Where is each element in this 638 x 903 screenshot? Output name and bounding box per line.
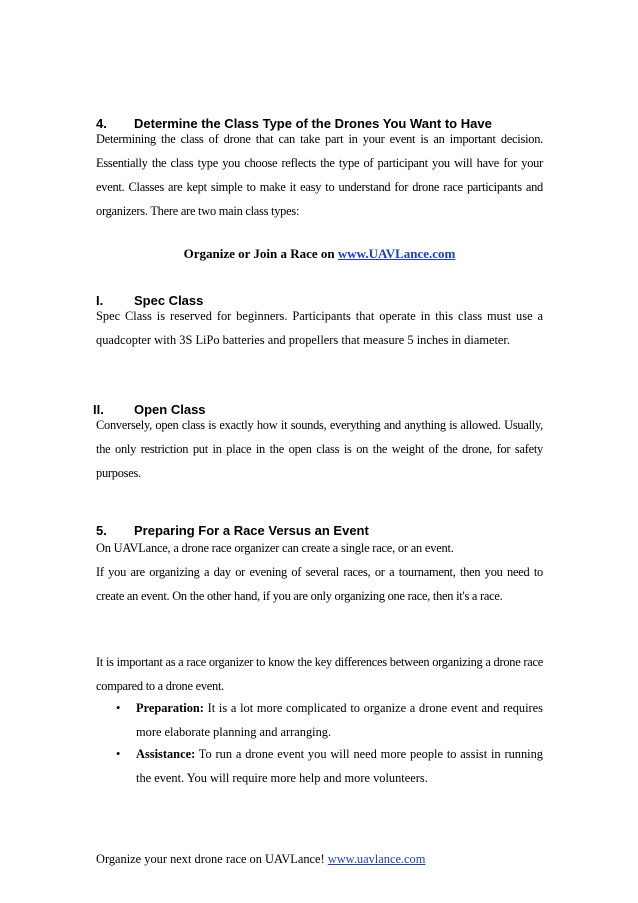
bullet-label: Assistance:: [136, 747, 196, 761]
bullet-icon: •: [116, 701, 121, 715]
bullet-text: It is a lot more complicated to organize a drone event and requires more elaborate planning and arranging.: [136, 701, 543, 739]
bullet-icon: •: [116, 747, 121, 761]
bullet-text: To run a drone event you will need more people to assist in running the event. You will require more help and more volunteers.: [136, 747, 543, 785]
promo-link[interactable]: www.UAVLance.com: [337, 246, 456, 261]
bullet-item-assistance: [96, 742, 543, 790]
section-5-para1: If you are organizing a day or evening of several races, or a tournament, then you need to create an event. On the other hand, if you are only organizing one race, then it's a race.: [96, 565, 543, 603]
section-5-number: 5.: [96, 523, 107, 538]
footer-text: Organize your next drone race on UAVLance!: [96, 852, 328, 866]
promo-line: [96, 246, 543, 262]
page-footer: [96, 852, 425, 867]
section-4-title: Determine the Class Type of the Drones You Want to Have: [134, 116, 492, 131]
spec-class-body: Spec Class is reserved for beginners. Participants that operate in this class must use a quadcopter with 3S LiPo batteries and propellers that measure 5 inches in diameter.: [96, 309, 543, 347]
open-class-number: II.: [93, 402, 104, 417]
promo-text: Organize or Join a Race on: [183, 246, 338, 261]
footer-link[interactable]: www.uavlance.com: [327, 852, 426, 866]
open-class-title: Open Class: [134, 402, 206, 417]
section-5-para2: It is important as a race organizer to know the key differences between organizing a drone race compared to a drone event.: [96, 655, 543, 693]
spec-class-number: I.: [96, 293, 104, 308]
open-class-body: Conversely, open class is exactly how it sounds, everything and anything is allowed. Usually, the only restriction put in place in the open class is on the weight of the drone, for safety purposes.: [96, 418, 543, 480]
section-5-title: Preparing For a Race Versus an Event: [134, 523, 369, 538]
bullet-label: Preparation:: [136, 701, 204, 715]
section-4-body: Determining the class of drone that can take part in your event is an important decision. Essentially the class type you choose reflects the type of participant you will have for your event. Classes are kept simple to make it easy to understand for drone race participants and organizers. There are two main class types:: [96, 132, 543, 218]
bullet-item-preparation: [96, 696, 543, 744]
section-4-number: 4.: [96, 116, 107, 131]
section-5-line1: On UAVLance, a drone race organizer can create a single race, or an event.: [96, 541, 454, 555]
spec-class-title: Spec Class: [134, 293, 204, 308]
